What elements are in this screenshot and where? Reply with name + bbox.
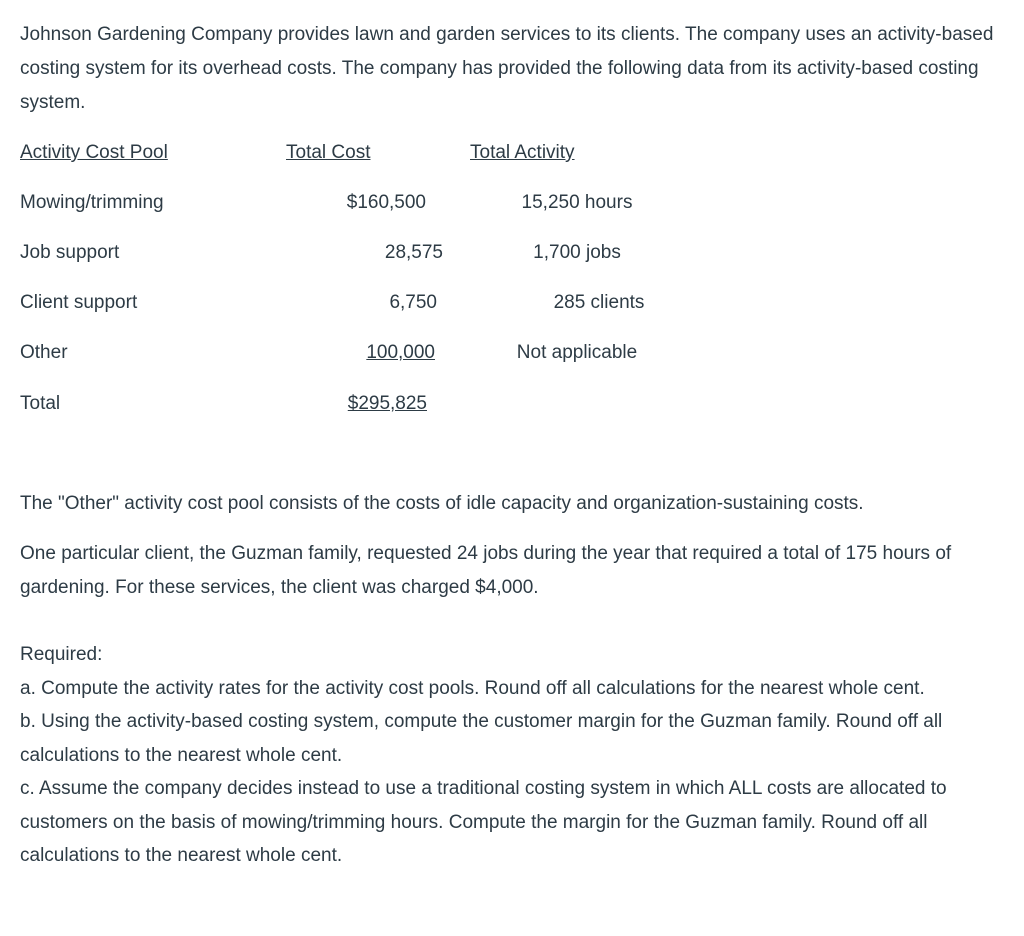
table-header-row: [20, 138, 720, 168]
pool-activity: Not applicable: [516, 342, 638, 363]
pool-activity: 285 clients: [553, 292, 645, 313]
table-row: [20, 288, 720, 318]
required-item-c: c. Assume the company decides instead to use a traditional costing system in which ALL costs are allocated to customers on the basis of mowing/trimming hours. Compute the margin for the Guzman family. Round off all calculations to the nearest whole cent.: [20, 778, 947, 866]
pool-name: Job support: [20, 242, 120, 263]
header-total-activity: Total Activity: [470, 142, 575, 163]
pool-cost: 100,000: [366, 342, 435, 363]
required-heading: Required:: [20, 644, 103, 665]
required-item-b: b. Using the activity-based costing system, compute the customer margin for the Guzman family. Round off all calculations to the nearest whole cent.: [20, 711, 943, 766]
total-label: Total: [20, 393, 61, 414]
table-row: [20, 238, 720, 268]
pool-cost: $160,500: [346, 192, 426, 213]
pool-name: Other: [20, 342, 68, 363]
pool-activity: 15,250 hours: [521, 192, 633, 213]
pool-activity: 1,700 jobs: [533, 242, 621, 263]
intro-paragraph: Johnson Gardening Company provides lawn and garden services to its clients. The company uses an activity-based costing system for its overhead costs. The company has provided the following data from its activity-based costing system.: [20, 24, 994, 113]
pool-name: Mowing/trimming: [20, 192, 164, 213]
pool-cost: 6,750: [389, 292, 437, 313]
table-total-row: [20, 389, 720, 419]
client-note: One particular client, the Guzman family, requested 24 jobs during the year that required a total of 175 hours of gardening. For these services, the client was charged $4,000.: [20, 543, 952, 598]
table-row: [20, 188, 720, 218]
total-cost: $295,825: [347, 393, 427, 414]
required-section: [20, 638, 1010, 873]
pool-name: Client support: [20, 292, 138, 313]
header-activity-cost-pool: Activity Cost Pool: [20, 142, 168, 163]
other-pool-note: The "Other" activity cost pool consists of the costs of idle capacity and organization-sustaining costs.: [20, 493, 864, 514]
table-row: [20, 338, 720, 368]
required-item-a: a. Compute the activity rates for the activity cost pools. Round off all calculations for the nearest whole cent.: [20, 677, 925, 699]
pool-cost: 28,575: [384, 242, 443, 263]
header-total-cost: Total Cost: [286, 142, 371, 163]
